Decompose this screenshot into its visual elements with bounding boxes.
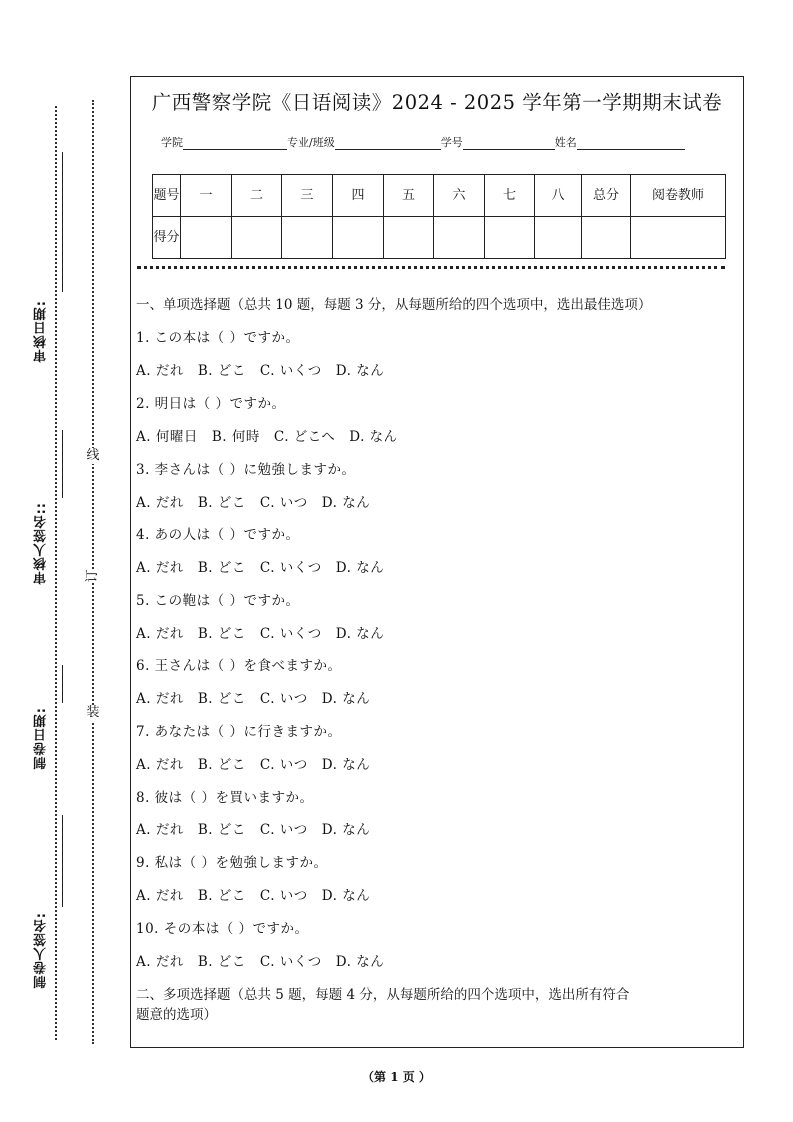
maker-date-field: [18, 665, 64, 785]
question-options: [136, 818, 384, 838]
score-cell[interactable]: [282, 217, 333, 259]
row-label-score: 得分: [153, 217, 181, 259]
score-cell[interactable]: [535, 217, 582, 259]
col-header: 五: [384, 175, 434, 217]
maker-date-line[interactable]: [62, 665, 63, 703]
option-a[interactable]: A. だれ: [136, 822, 184, 838]
maker-signature-label: 制卷人签名:: [34, 912, 49, 989]
question-stem: 7. あなたは（ ）に行きますか。: [136, 724, 342, 740]
question-options: [136, 425, 412, 445]
option-b[interactable]: B. どこ: [197, 822, 246, 838]
option-a[interactable]: A. だれ: [136, 691, 184, 707]
option-b[interactable]: B. どこ: [197, 560, 246, 576]
option-b[interactable]: B. どこ: [197, 757, 246, 773]
option-a[interactable]: A. だれ: [136, 757, 184, 773]
binding-mark-line: 线: [86, 448, 100, 463]
col-header: 四: [333, 175, 384, 217]
dotted-separator: [137, 266, 725, 269]
question-options: [136, 950, 398, 970]
maker-signature-line[interactable]: [62, 815, 63, 907]
score-cell[interactable]: [485, 217, 535, 259]
reviewer-date-field: [18, 150, 64, 370]
option-c[interactable]: C. いくつ: [259, 954, 322, 970]
binding-mark-fold: 装: [86, 705, 100, 720]
option-d[interactable]: D. なん: [321, 757, 371, 773]
score-cell[interactable]: [384, 217, 434, 259]
exam-title: 广西警察学院《日语阅读》2024 - 2025 学年第一学期期末试卷: [151, 91, 723, 114]
student-info-row: [161, 134, 685, 150]
maker-signature-field: [18, 815, 64, 990]
option-c[interactable]: C. いくつ: [259, 363, 322, 379]
option-d[interactable]: D. なん: [349, 429, 398, 445]
question-stem: 1. この本は（ ）ですか。: [136, 330, 300, 346]
score-table-header-row: [153, 175, 726, 217]
option-b[interactable]: B. どこ: [197, 495, 246, 511]
option-a[interactable]: A. だれ: [136, 888, 184, 904]
option-b[interactable]: B. 何時: [211, 429, 260, 445]
score-cell-total[interactable]: [582, 217, 631, 259]
option-b[interactable]: B. どこ: [197, 888, 246, 904]
col-header: 二: [232, 175, 282, 217]
option-a[interactable]: A. だれ: [136, 560, 184, 576]
reviewer-date-label: 审核日期:: [34, 300, 49, 363]
option-c[interactable]: C. いつ: [259, 757, 308, 773]
option-c[interactable]: C. いつ: [259, 691, 308, 707]
score-cell-grader[interactable]: [631, 217, 726, 259]
option-b[interactable]: B. どこ: [197, 363, 246, 379]
option-c[interactable]: C. いつ: [259, 888, 308, 904]
name-field[interactable]: [577, 137, 685, 150]
question-stem: 10. その本は（ ）ですか。: [136, 921, 309, 937]
col-header: 八: [535, 175, 582, 217]
question-options: [136, 622, 398, 642]
option-d[interactable]: D. なん: [335, 560, 385, 576]
col-header: 七: [485, 175, 535, 217]
reviewer-signature-field: [18, 430, 64, 600]
question-stem: 4. あの人は（ ）ですか。: [136, 527, 300, 543]
option-d[interactable]: D. なん: [321, 888, 371, 904]
option-c[interactable]: C. いくつ: [259, 626, 322, 642]
question-stem: 6. 王さんは（ ）を食べますか。: [136, 658, 342, 674]
col-header: 一: [181, 175, 232, 217]
binding-mark-staple: 订: [85, 569, 100, 583]
section2-heading-continued: 题意的选项）: [136, 1007, 217, 1023]
option-b[interactable]: B. どこ: [197, 954, 246, 970]
major-class-field[interactable]: [335, 137, 441, 150]
maker-date-label: 制卷日期:: [34, 707, 49, 770]
question-options: [136, 359, 398, 379]
major-label: 专业/班级: [287, 136, 335, 149]
option-a[interactable]: A. だれ: [136, 954, 184, 970]
option-c[interactable]: C. どこへ: [273, 429, 336, 445]
option-d[interactable]: D. なん: [335, 363, 385, 379]
exam-frame: [130, 76, 744, 1048]
option-d[interactable]: D. なん: [335, 626, 385, 642]
section2-heading: 二、多项选择题（总共 5 题，每题 4 分，从每题所给的四个选项中，选出所有符合: [136, 987, 630, 1003]
college-label: 学院: [161, 136, 183, 149]
col-header-total: 总分: [582, 175, 631, 217]
question-options: [136, 687, 384, 707]
score-table: [152, 174, 726, 259]
option-b[interactable]: B. どこ: [197, 691, 246, 707]
section1-heading: 一、单项选择题（总共 10 题，每题 3 分，从每题所给的四个选项中，选出最佳选项）: [136, 297, 652, 313]
reviewer-date-line[interactable]: [62, 152, 63, 292]
name-label: 姓名: [554, 136, 577, 149]
score-cell[interactable]: [181, 217, 232, 259]
col-header-grader: 阅卷教师: [631, 175, 726, 217]
option-a[interactable]: A. だれ: [136, 495, 184, 511]
option-d[interactable]: D. なん: [321, 495, 371, 511]
score-cell[interactable]: [232, 217, 282, 259]
reviewer-signature-label: 审核人签名::: [34, 502, 49, 585]
option-a[interactable]: A. 何曜日: [136, 429, 198, 445]
student-id-field[interactable]: [463, 137, 555, 150]
question-options: [136, 556, 398, 576]
option-b[interactable]: B. どこ: [197, 626, 246, 642]
question-options: [136, 491, 384, 511]
option-a[interactable]: A. だれ: [136, 363, 184, 379]
option-d[interactable]: D. なん: [321, 691, 371, 707]
option-d[interactable]: D. なん: [335, 954, 385, 970]
question-stem: 5. この鞄は（ ）ですか。: [136, 593, 300, 609]
page-number: （第 1 页 ）: [362, 1070, 431, 1084]
score-cell[interactable]: [333, 217, 384, 259]
option-c[interactable]: C. いくつ: [259, 560, 322, 576]
question-stem: 9. 私は（ ）を勉強しますか。: [136, 855, 328, 871]
col-header: 三: [282, 175, 333, 217]
row-label-question-no: 题号: [153, 175, 181, 217]
student-id-label: 学号: [440, 136, 463, 149]
option-a[interactable]: A. だれ: [136, 626, 184, 642]
question-options: [136, 884, 384, 904]
score-cell[interactable]: [434, 217, 485, 259]
option-c[interactable]: C. いつ: [259, 822, 308, 838]
question-stem: 2. 明日は（ ）ですか。: [136, 396, 286, 412]
option-c[interactable]: C. いつ: [259, 495, 308, 511]
option-d[interactable]: D. なん: [321, 822, 371, 838]
score-table-score-row: [153, 217, 726, 259]
reviewer-signature-line[interactable]: [62, 430, 63, 498]
col-header: 六: [434, 175, 485, 217]
question-stem: 8. 彼は（ ）を買いますか。: [136, 790, 314, 806]
question-options: [136, 753, 384, 773]
college-field[interactable]: [183, 137, 287, 150]
question-stem: 3. 李さんは（ ）に勉強しますか。: [136, 462, 356, 478]
